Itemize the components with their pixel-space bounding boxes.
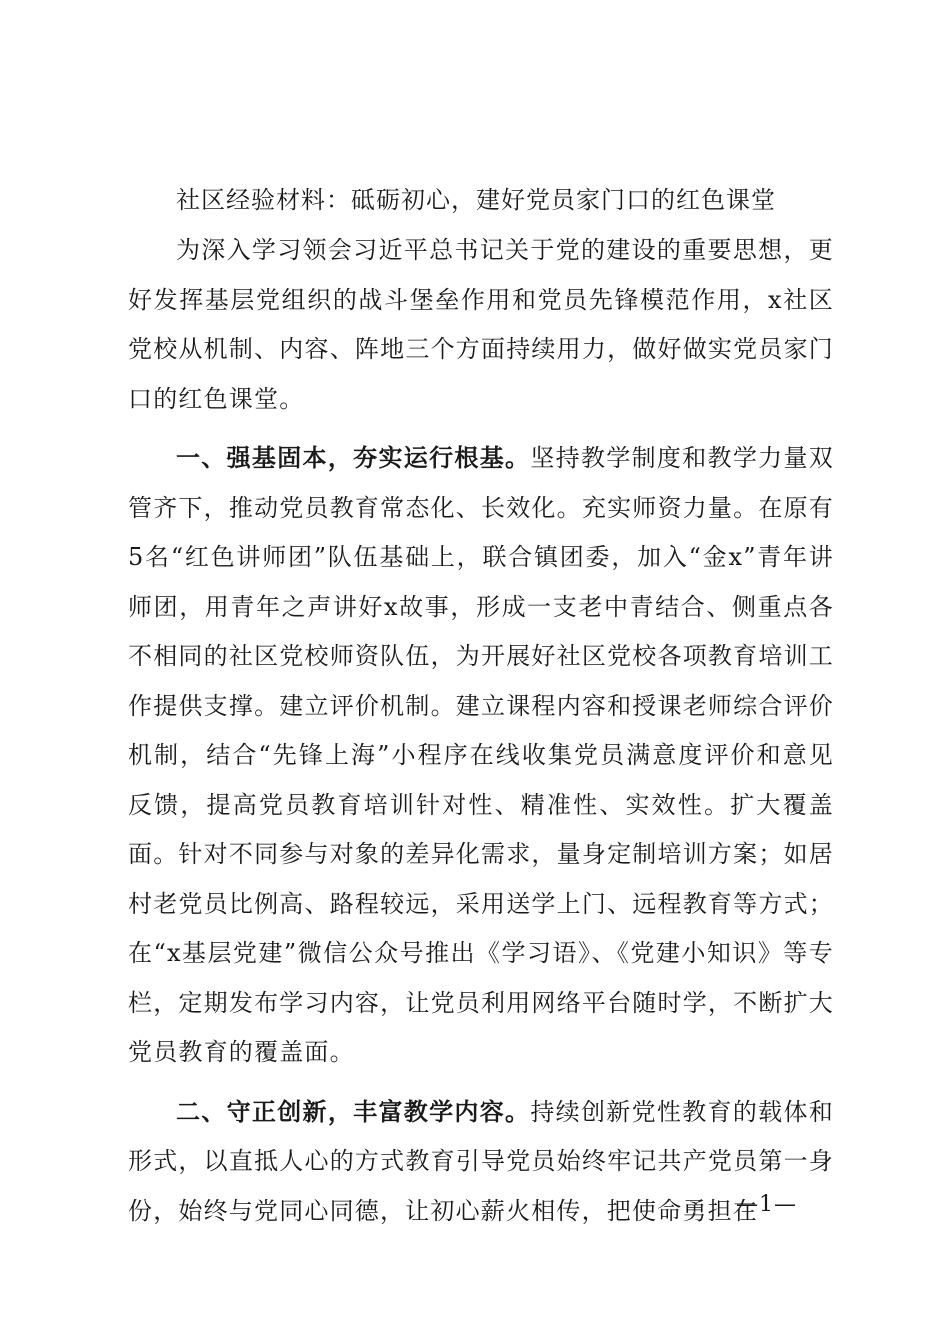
section-1-body: 坚持教学制度和教学力量双管齐下，推动党员教育常态化、长效化。充实师资力量。在原有5名“红色讲师团”队伍基础上，联合镇团委，加入“金x”青年讲师团，用青年之声讲好x故事，形成一支老中青结合、侧重点各不相同的社区党校师资队伍，为开展好社区党校各项教育培训工作提供支撑。建立评价机制。建立课程内容和授课老师综合评价机制，结合“先锋上海”小程序在线收集党员满意度评价和意见反馈，提高党员教育培训针对性、精准性、实效性。扩大覆盖面。针对不同参与对象的差异化需求，量身定制培训方案；如居村老党员比例高、路程较远，采用送学上门、远程教育等方式；在“x基层党建”微信公众号推出《学习语》、《党建小知识》等专栏，定期发布学习内容，让党员利用网络平台随时学，不断扩大党员教育的覆盖面。 [128,444,834,1066]
intro-paragraph: 为深入学习领会习近平总书记关于党的建设的重要思想，更好发挥基层党组织的战斗堡垒作用和党员先锋模范作用，x社区党校从机制、内容、阵地三个方面持续用力，做好做实党员家门口的红色课堂。 [128,236,834,413]
section-1-paragraph [128,434,834,1078]
document-title: 社区经验材料：砥砺初心，建好党员家门口的红色课堂 [176,186,776,214]
section-2-paragraph [128,1088,834,1237]
page-number: —1— [736,1192,797,1217]
section-2-heading: 二、守正创新，丰富教学内容。 [176,1097,531,1126]
section-1-heading: 一、强基固本，夯实运行根基。 [176,444,531,472]
document-body [128,178,834,1236]
section-2-body: 持续创新党性教育的载体和形式，以直抵人心的方式教育引导党员始终牢记共产党员第一身份，始终与党同心同德，让初心薪火相传，把使命勇担在 [128,1097,834,1225]
